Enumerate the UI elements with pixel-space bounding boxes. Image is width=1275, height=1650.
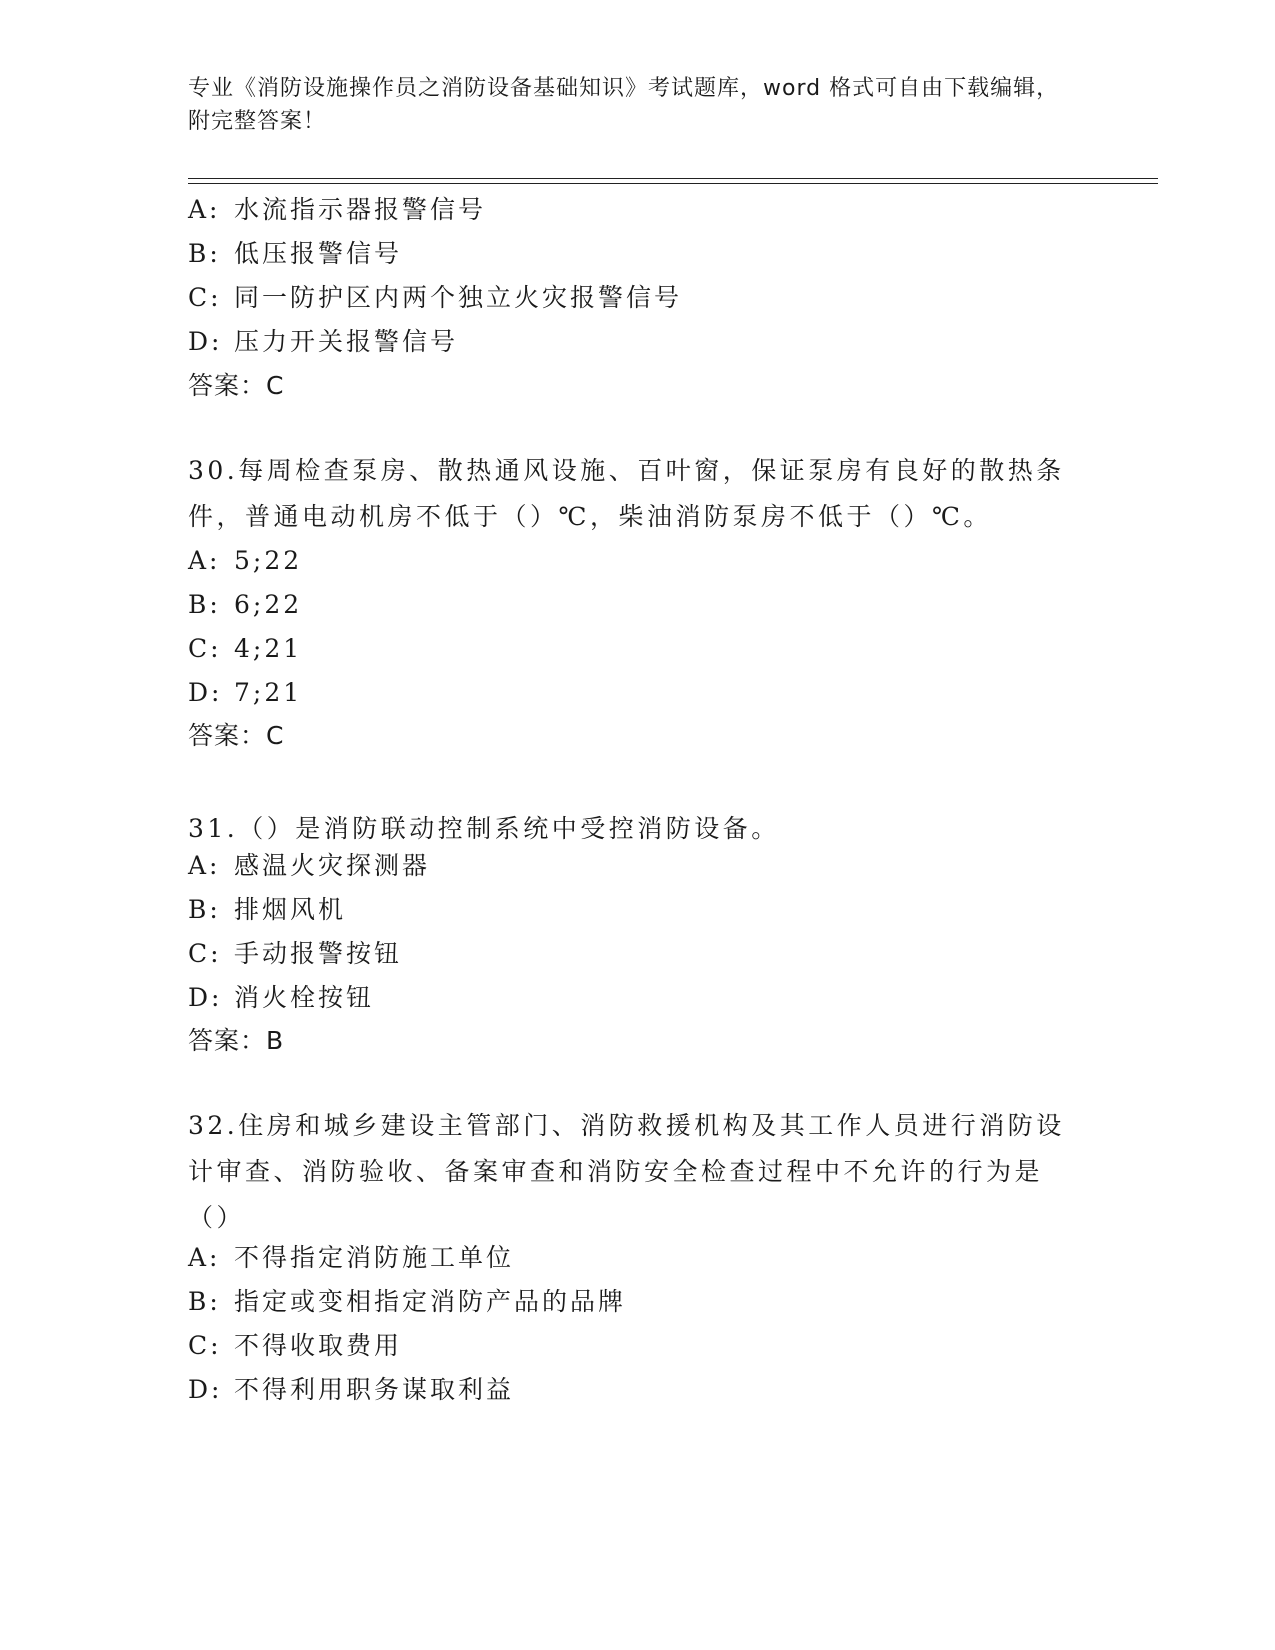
option-letter: D: [188,1375,223,1404]
option-text: 指定或变相指定消防产品的品牌 [234,1287,627,1316]
option-letter: C: [188,939,222,968]
option-letter: D: [188,327,223,356]
option-a [188,1242,514,1274]
option-text: 5;22 [234,546,303,575]
option-text: 6;22 [234,590,303,619]
option-text: 排烟风机 [234,895,347,924]
option-a [188,194,486,226]
question-31-stem: 31.（）是消防联动控制系统中受控消防设备。 [188,814,780,843]
option-text: 不得收取费用 [234,1331,403,1360]
option-letter: B: [188,239,221,268]
question-30-stem: 30.每周检查泵房、散热通风设施、百叶窗，保证泵房有良好的散热条件，普通电动机房不低于（）℃，柴油消防泵房不低于（）℃。 [188,456,1065,531]
answer-line: 答案：C [188,371,285,400]
answer-line: 答案：B [188,1026,285,1055]
option-d [188,1374,514,1406]
option-c [188,633,302,665]
option-letter: C: [188,634,222,663]
option-text: 感温火灾探测器 [234,851,431,880]
option-text: 消火栓按钮 [234,983,375,1012]
answer-line: 答案：C [188,721,285,750]
option-a [188,545,302,577]
option-letter: D: [188,983,223,1012]
option-text: 7;21 [234,678,303,707]
option-letter: B: [188,895,221,924]
option-c [188,938,402,970]
option-letter: A: [188,1243,221,1272]
question-32-stem: 32.住房和城乡建设主管部门、消防救援机构及其工作人员进行消防设计审查、消防验收、备案审查和消防安全检查过程中不允许的行为是（） [188,1111,1065,1232]
option-d [188,982,374,1014]
option-letter: B: [188,590,221,619]
option-text: 同一防护区内两个独立火灾报警信号 [234,283,683,312]
document-header: 专业《消防设施操作员之消防设备基础知识》考试题库，word 格式可自由下载编辑，附完整答案！ [188,76,1060,134]
option-letter: D: [188,678,223,707]
option-text: 压力开关报警信号 [234,327,459,356]
option-letter: A: [188,851,221,880]
option-text: 低压报警信号 [234,239,403,268]
option-letter: B: [188,1287,221,1316]
option-text: 不得指定消防施工单位 [234,1243,515,1272]
option-text: 手动报警按钮 [234,939,403,968]
option-text: 不得利用职务谋取利益 [234,1375,515,1404]
option-text: 4;21 [234,634,303,663]
option-text: 水流指示器报警信号 [234,195,487,224]
option-c [188,1330,402,1362]
option-letter: C: [188,283,222,312]
option-a [188,850,430,882]
option-d [188,326,458,358]
option-b [188,238,402,270]
option-d [188,677,302,709]
option-b [188,894,346,926]
header-rule-top [188,178,1158,179]
option-c [188,282,682,314]
option-b [188,1286,626,1318]
option-b [188,589,302,621]
header-rule-bottom [188,183,1158,184]
option-letter: C: [188,1331,222,1360]
option-letter: A: [188,195,221,224]
option-letter: A: [188,546,221,575]
